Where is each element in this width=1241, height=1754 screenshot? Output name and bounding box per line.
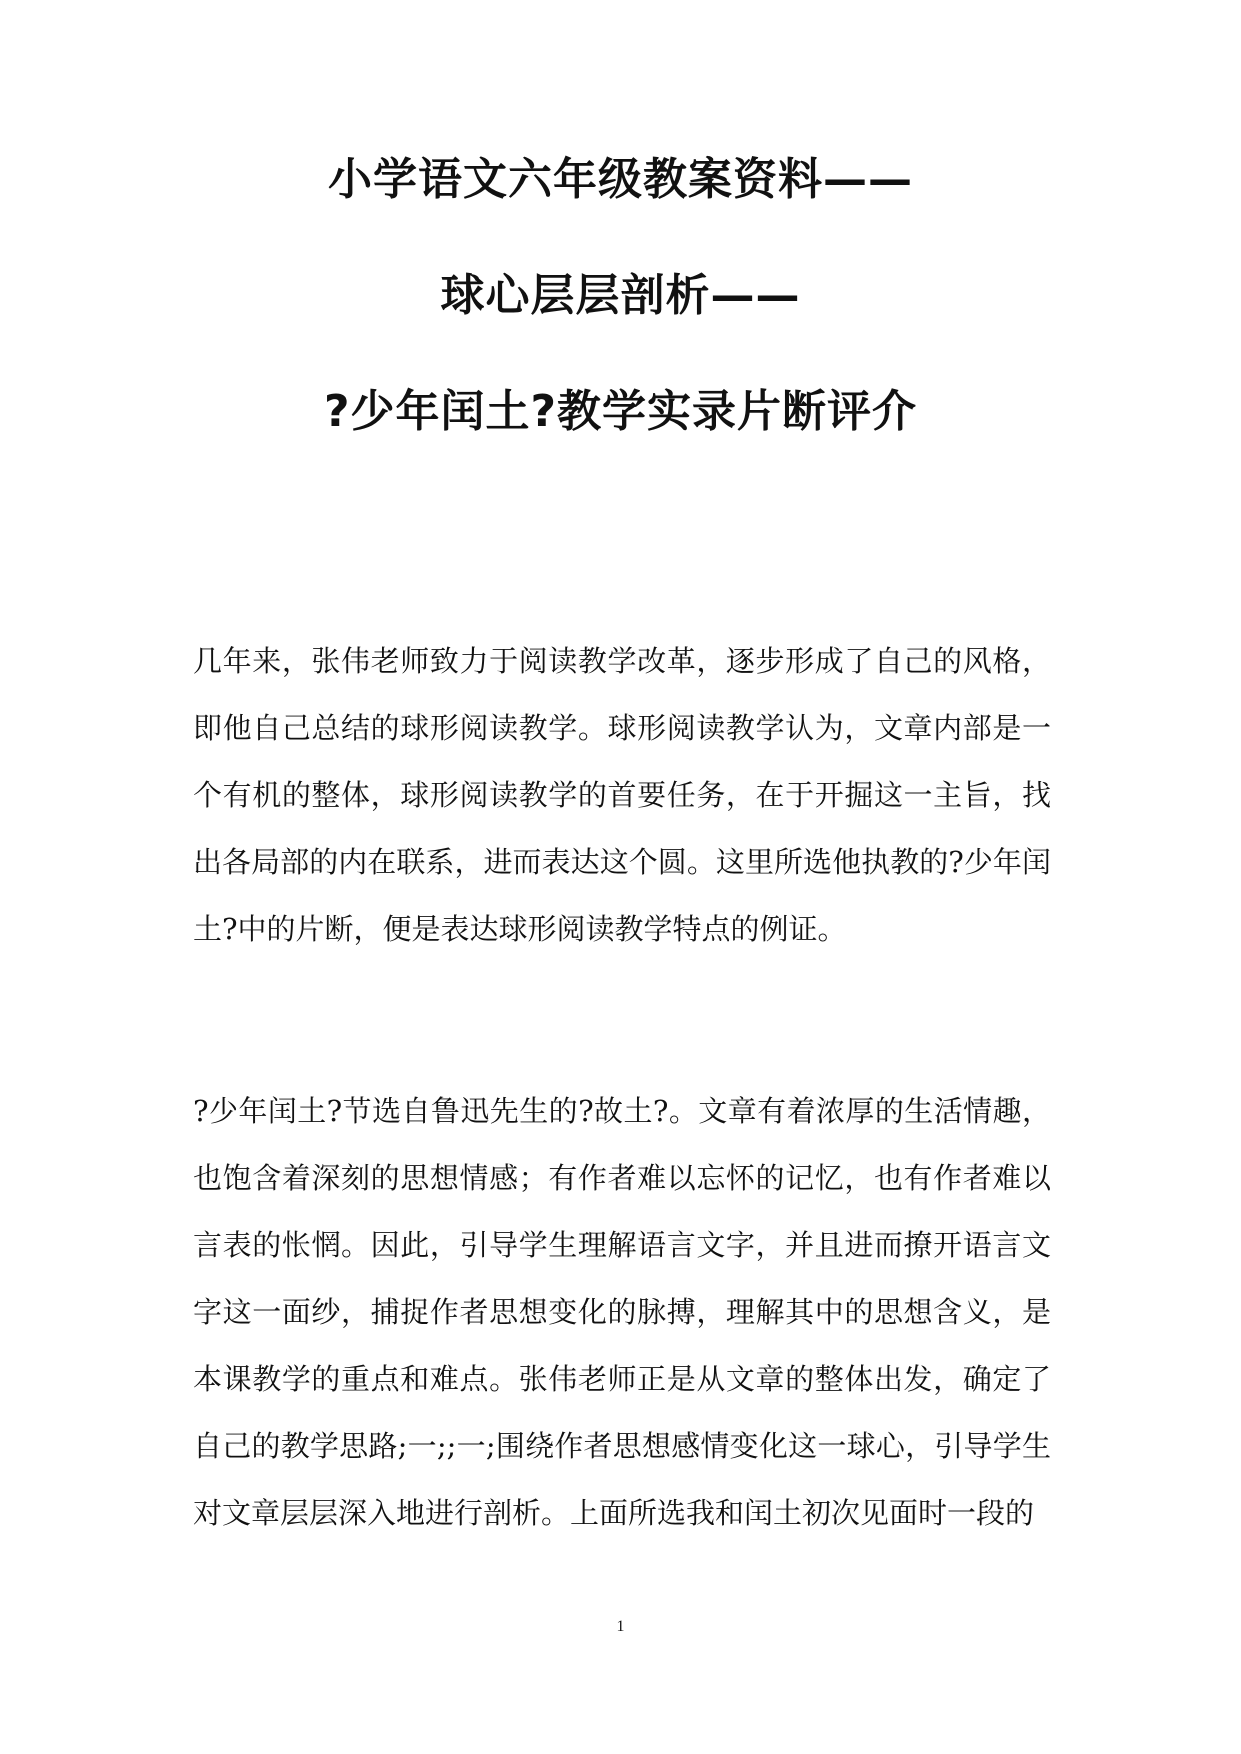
title-line-2: 球心层层剖析—— — [440, 270, 801, 321]
body-paragraph-2: ?少年闰土?节选自鲁迅先生的?故土?。文章有着浓厚的生活情趣，也饱含着深刻的思想情感；有作者难以忘怀的记忆，也有作者难以言表的怅惘。因此，引导学生理解语言文字，并且进而撩开语言文字这一面纱，捕捉作者思想变化的脉搏，理解其中的思想含义，是本课教学的重点和难点。张伟老师正是从文章的整体出发，确定了自己的教学思路;一;;一;围绕作者思想感情变化这一球心，引导学生对文章层层深入地进行剖析。上面所选我和闰土初次见面时一段的 — [193, 1094, 1051, 1530]
title-line-1: 小学语文六年级教案资料—— — [328, 154, 913, 205]
page-number: 1 — [616, 1618, 625, 1635]
body-paragraph-1: 几年来，张伟老师致力于阅读教学改革，逐步形成了自己的风格，即他自己总结的球形阅读教学。球形阅读教学认为，文章内部是一个有机的整体，球形阅读教学的首要任务，在于开掘这一主旨，找出各局部的内在联系，进而表达这个圆。这里所选他执教的?少年闰土?中的片断，便是表达球形阅读教学特点的例证。 — [193, 644, 1051, 946]
title-line-3: ?少年闰土?教学实录片断评介 — [323, 386, 918, 437]
title-block — [0, 150, 1241, 498]
